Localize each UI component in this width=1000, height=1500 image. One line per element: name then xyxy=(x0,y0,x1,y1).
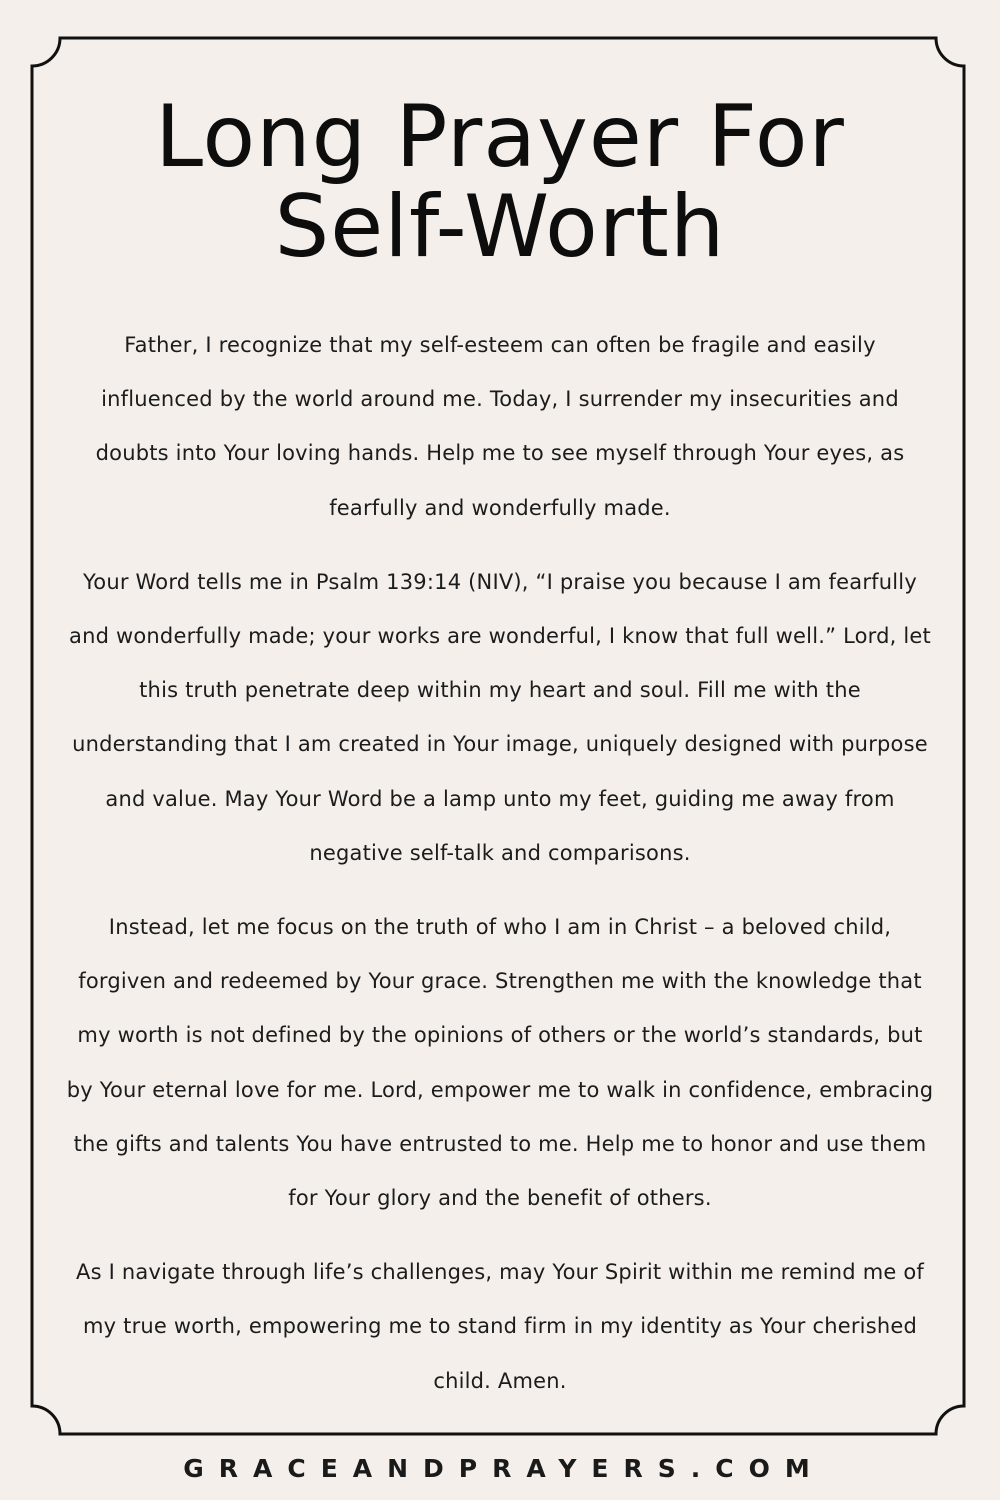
site-url-footer: GRACEANDPRAYERS.COM xyxy=(183,1454,825,1483)
title-line-2: Self-Worth xyxy=(274,177,726,277)
page-title xyxy=(0,87,1000,277)
prayer-paragraph-1: Father, I recognize that my self-esteem can often be fragile and easily influenced by the world around me. Today, I surrender my insecurities and doubts into Your loving hands. Help me to see myself through Your eyes, as fearfully and wonderfully made. xyxy=(95,333,905,520)
prayer-paragraph-2: Your Word tells me in Psalm 139:14 (NIV), “I praise you because I am fearfully and wonderfully made; your works are wonderful, I know that full well.” Lord, let this truth penetrate deep within my heart and soul. Fill me with the understanding that I am created in Your image, uniquely designed with purpose and value. May Your Word be a lamp unto my feet, guiding me away from negative self-talk and comparisons. xyxy=(69,569,931,865)
prayer-body xyxy=(66,318,934,1428)
prayer-paragraph-3: Instead, let me focus on the truth of who I am in Christ – a beloved child, forgiven and redeemed by Your grace. Strengthen me with the knowledge that my worth is not defined by the opinions of others or the world’s standards, but by Your eternal love for me. Lord, empower me to walk in confidence, embracing the gifts and talents You have entrusted to me. Help me to honor and use them for Your glory and the benefit of others. xyxy=(66,915,934,1211)
title-line-1: Long Prayer For xyxy=(155,87,845,187)
prayer-paragraph-4: As I navigate through life’s challenges, may Your Spirit within me remind me of my true worth, empowering me to stand firm in my identity as Your cherished child. Amen. xyxy=(76,1260,924,1393)
